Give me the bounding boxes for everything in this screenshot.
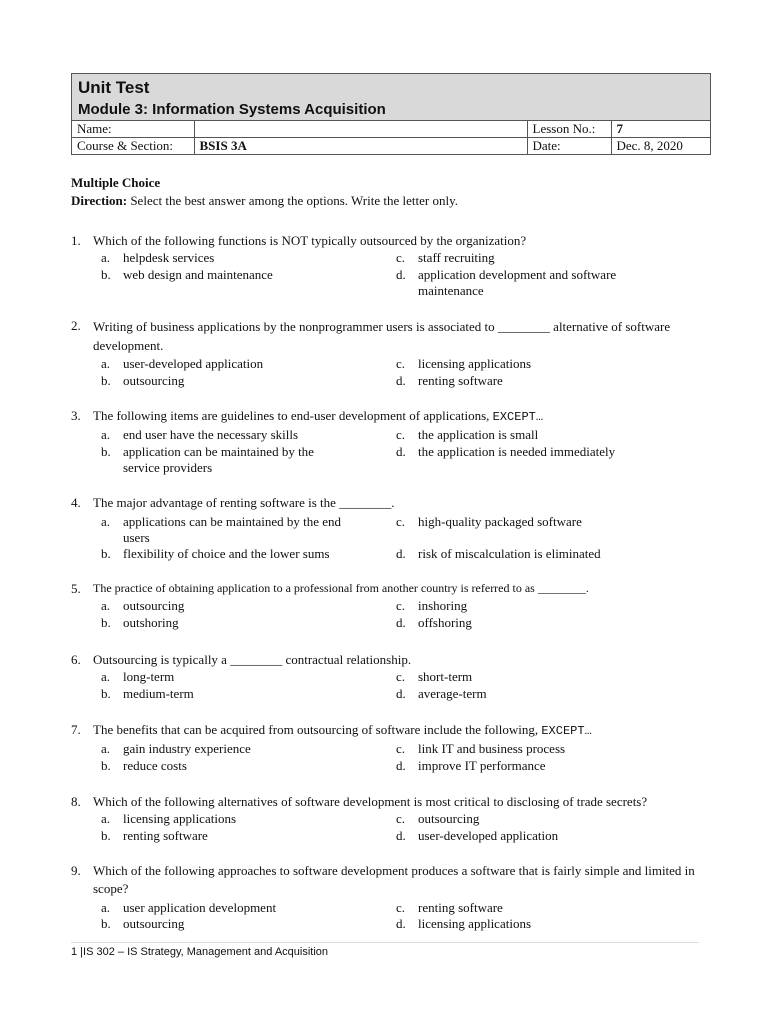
option-d: d. offshoring (396, 615, 472, 630)
option-c: c. renting software (396, 900, 503, 915)
test-header (71, 73, 711, 155)
option-d: d. user-developed application (396, 828, 559, 843)
header-title-bar (72, 74, 710, 121)
except-keyword: EXCEPT… (541, 724, 592, 738)
option-a: a. licensing applications (101, 811, 237, 826)
option-a: a. gain industry experience (101, 741, 251, 756)
option-a: a. outsourcing (101, 598, 185, 613)
page-footer: 1 |IS 302 – IS Strategy, Management and Acquisition (71, 946, 329, 958)
option-d: d. risk of miscalculation is eliminated (396, 546, 601, 561)
question-stem: Which of the following approaches to software development produces a software that is fairly simple and limited in scope? (93, 863, 695, 896)
option-d: d. licensing applications (396, 916, 532, 931)
option-b: b. web design and maintenance (101, 267, 273, 282)
option-c: c. link IT and business process (396, 741, 566, 756)
question-stem: The practice of obtaining application to a professional from another country is referred to as ________. (93, 581, 589, 595)
option-c: c. inshoring (396, 598, 468, 613)
option-a: a. applications can be maintained by the end users (101, 514, 342, 545)
option-a: a. end user have the necessary skills (101, 427, 299, 442)
option-a: a. user-developed application (101, 356, 264, 371)
course-value: BSIS 3A (194, 138, 527, 155)
option-c: c. staff recruiting (396, 250, 495, 265)
question-number: 1. (71, 233, 81, 248)
option-a: a. user application development (101, 900, 277, 915)
option-b: b. reduce costs (101, 758, 187, 773)
question-number: 2. (71, 318, 81, 333)
question-6 (71, 651, 711, 702)
lesson-value: 7 (611, 121, 710, 138)
section-title: Multiple Choice (71, 175, 161, 190)
question-9 (71, 862, 711, 932)
module-title: Module 3: Information Systems Acquisition (78, 101, 386, 118)
question-number: 8. (71, 794, 81, 809)
question-number: 3. (71, 408, 81, 423)
option-b: b. outsourcing (101, 373, 185, 388)
option-b: b. flexibility of choice and the lower sums (101, 546, 330, 561)
option-b: b. outsourcing (101, 916, 185, 931)
option-b: b. medium-term (101, 686, 194, 701)
question-stem: Writing of business applications by the nonprogrammer users is associated to ________ alternative of software development. (93, 319, 671, 353)
option-c: c. short-term (396, 669, 473, 684)
test-title: Unit Test (78, 78, 150, 97)
option-a: a. helpdesk services (101, 250, 215, 265)
question-8 (71, 793, 711, 844)
date-value: Dec. 8, 2020 (611, 138, 710, 155)
option-b: b. renting software (101, 828, 208, 843)
date-label: Date: (527, 138, 611, 155)
question-number: 7. (71, 722, 81, 737)
question-3 (71, 407, 711, 476)
question-4 (71, 494, 711, 561)
option-d: d. average-term (396, 686, 487, 701)
question-stem: Outsourcing is typically a ________ contractual relationship. (93, 652, 412, 667)
name-label: Name: (72, 121, 194, 138)
question-number: 5. (71, 581, 81, 596)
question-number: 4. (71, 495, 81, 510)
option-b: b. outshoring (101, 615, 179, 630)
except-keyword: EXCEPT… (492, 410, 544, 424)
question-2 (71, 317, 711, 389)
question-stem: Which of the following functions is NOT typically outsourced by the organization? (93, 233, 527, 248)
question-number: 6. (71, 652, 81, 667)
option-c: c. outsourcing (396, 811, 480, 826)
question-stem: The major advantage of renting software is the ________. (93, 495, 395, 510)
direction-label: Direction: (71, 193, 128, 208)
option-c: c. high-quality packaged software (396, 514, 582, 529)
option-a: a. long-term (101, 669, 175, 684)
question-1 (71, 232, 711, 299)
name-field[interactable] (194, 121, 527, 138)
question-stem: The benefits that can be acquired from outsourcing of software include the following, EXCEPT… (93, 722, 592, 738)
option-d: d. application development and software maintenance (396, 267, 617, 298)
option-c: c. licensing applications (396, 356, 532, 371)
option-d: d. improve IT performance (396, 758, 546, 773)
direction-text: Select the best answer among the options. Write the letter only. (127, 193, 458, 208)
option-d: d. renting software (396, 373, 503, 388)
question-stem: The following items are guidelines to end-user development of applications, EXCEPT… (93, 408, 544, 424)
question-5 (71, 580, 711, 631)
question-number: 9. (71, 863, 81, 878)
option-d: d. the application is needed immediately (396, 444, 616, 459)
lesson-label: Lesson No.: (527, 121, 611, 138)
question-stem: Which of the following alternatives of software development is most critical to disclosing of trade secrets? (93, 794, 648, 809)
option-b: b. application can be maintained by the service providers (101, 444, 314, 475)
footer-divider (71, 942, 699, 943)
option-c: c. the application is small (396, 427, 539, 442)
direction-line (71, 193, 458, 209)
question-7 (71, 721, 711, 774)
student-info-table (72, 121, 710, 154)
course-label: Course & Section: (72, 138, 194, 155)
